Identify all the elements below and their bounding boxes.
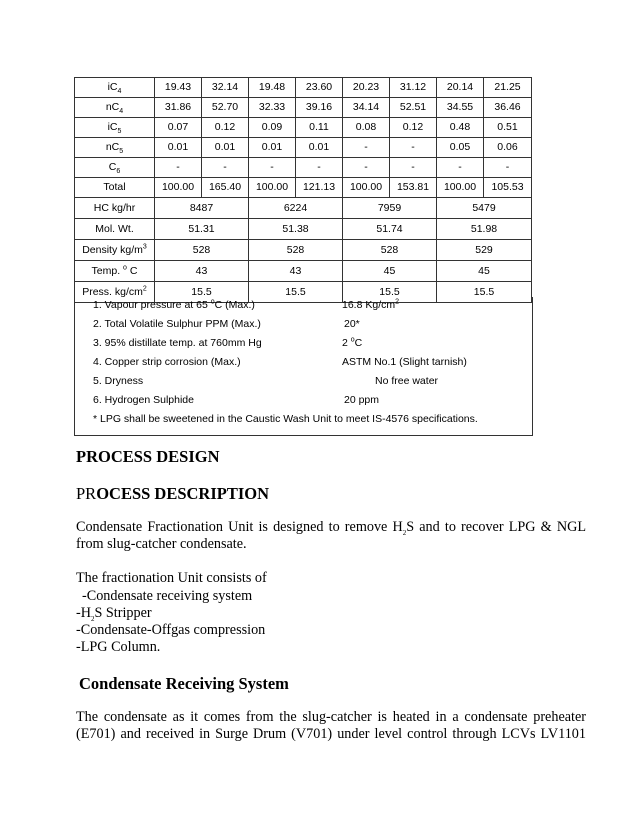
row-label — [75, 138, 155, 158]
row-label — [75, 78, 155, 98]
row-label-text: iC — [107, 81, 118, 93]
row-label — [75, 118, 155, 138]
table-cell: 0.01 — [296, 138, 343, 158]
table-cell: 0.07 — [155, 118, 202, 138]
row-label — [75, 240, 155, 261]
table-row — [75, 198, 532, 219]
spec-value — [344, 318, 360, 330]
row-label-subscript: 6 — [116, 168, 121, 176]
row-label-text: Density kg/m — [82, 244, 143, 256]
table-cell: 31.86 — [155, 98, 202, 118]
spec-value — [342, 356, 467, 368]
table-cell: - — [249, 158, 296, 178]
list-item-subscript: 2 — [90, 614, 95, 623]
table-cell: 0.05 — [437, 138, 484, 158]
table-cell: 19.43 — [155, 78, 202, 98]
intro-line-2: from slug-catcher condensate. — [76, 536, 247, 552]
table-row — [75, 261, 532, 282]
spec-value-text: ASTM No.1 (Slight tarnish) — [342, 356, 467, 368]
spec-label — [93, 375, 143, 387]
table-cell: 529 — [437, 240, 532, 261]
table-row — [75, 118, 532, 138]
heading-process-description-start: PR — [76, 484, 97, 503]
table-cell: 51.38 — [249, 219, 343, 240]
row-label-tail: C — [126, 265, 138, 277]
spec-value — [342, 337, 362, 349]
table-cell: 0.08 — [343, 118, 390, 138]
table-row — [75, 219, 532, 240]
table-cell: 45 — [437, 261, 532, 282]
row-label-text: nC — [105, 141, 120, 153]
row-label — [75, 98, 155, 118]
table-cell: - — [390, 158, 437, 178]
spec-value-superscript: o — [350, 336, 355, 344]
table-cell: - — [155, 158, 202, 178]
row-label-text: HC kg/hr — [93, 202, 136, 214]
row-label-superscript: o — [123, 264, 127, 272]
row-label-superscript: 3 — [142, 243, 147, 251]
table-cell: 528 — [249, 240, 343, 261]
table-cell: 0.48 — [437, 118, 484, 138]
spec-value-text: 2 — [342, 337, 351, 349]
table-cell: 51.98 — [437, 219, 532, 240]
table-cell: 45 — [343, 261, 437, 282]
spec-value-text: 16.8 Kg/cm — [342, 299, 396, 311]
spec-footnote: * LPG shall be sweetened in the Caustic Wash Unit to meet IS-4576 specifications. — [93, 413, 478, 425]
list-item — [76, 639, 160, 656]
table-cell: 19.48 — [249, 78, 296, 98]
table-cell: - — [343, 138, 390, 158]
composition-table — [74, 77, 532, 303]
table-cell: 0.11 — [296, 118, 343, 138]
spec-value-text: 20* — [344, 318, 360, 330]
table-cell: 100.00 — [155, 178, 202, 198]
table-cell: 15.5 — [437, 282, 532, 303]
row-label — [75, 198, 155, 219]
table-cell: 100.00 — [343, 178, 390, 198]
table-cell: 34.55 — [437, 98, 484, 118]
row-label-subscript: 4 — [117, 88, 122, 96]
table-cell: 31.12 — [390, 78, 437, 98]
row-label — [75, 219, 155, 240]
intro-text-b: S and to recover LPG & NGL — [406, 519, 586, 535]
spec-value-text: No free water — [375, 375, 439, 387]
spec-label — [93, 394, 194, 406]
table-cell: 51.74 — [343, 219, 437, 240]
table-cell: 100.00 — [437, 178, 484, 198]
spec-label-text: 4. Copper strip corrosion (Max.) — [93, 356, 241, 368]
table-cell: 0.09 — [249, 118, 296, 138]
spec-label — [93, 318, 261, 330]
para-line-2: (E701) and received in Surge Drum (V701) under level control through LCVs LV1101 — [76, 726, 586, 742]
table-row — [75, 98, 532, 118]
table-cell: - — [390, 138, 437, 158]
table-cell: 15.5 — [343, 282, 437, 303]
row-label-text: Temp. — [91, 265, 124, 277]
table-cell: 32.14 — [202, 78, 249, 98]
row-label-text: nC — [105, 101, 120, 113]
table-cell: - — [484, 158, 532, 178]
heading-process-description-rest: OCESS DESCRIPTION — [96, 484, 270, 503]
spec-value — [375, 375, 438, 387]
heading-process-design: PROCESS DESIGN — [76, 447, 220, 466]
list-item — [76, 622, 265, 639]
row-label-text: Mol. Wt. — [95, 223, 134, 235]
spec-label — [93, 356, 241, 368]
table-cell: 20.14 — [437, 78, 484, 98]
spec-label-tail: C (Max.) — [214, 299, 255, 311]
list-item-text: -Condensate receiving system — [82, 588, 253, 604]
table-cell: 21.25 — [484, 78, 532, 98]
spec-label-text: 1. Vapour pressure at 65 — [93, 299, 211, 311]
table-cell: 51.31 — [155, 219, 249, 240]
table-row — [75, 178, 532, 198]
table-cell: 23.60 — [296, 78, 343, 98]
table-row — [75, 138, 532, 158]
table-cell: 43 — [155, 261, 249, 282]
heading-process-description — [76, 484, 269, 504]
table-cell: 39.16 — [296, 98, 343, 118]
spec-label-superscript: o — [210, 298, 215, 306]
spec-value-superscript: 2 — [395, 298, 400, 306]
table-cell: 0.01 — [249, 138, 296, 158]
spec-label-text: 2. Total Volatile Sulphur PPM (Max.) — [93, 318, 261, 330]
table-cell: - — [202, 158, 249, 178]
table-cell: 528 — [155, 240, 249, 261]
row-label-text: Press. kg/cm — [82, 286, 143, 298]
list-item-text-rest: S Stripper — [94, 605, 152, 621]
table-cell: 32.33 — [249, 98, 296, 118]
table-cell: - — [343, 158, 390, 178]
spec-value-text: 20 ppm — [344, 394, 380, 406]
table-cell: 0.51 — [484, 118, 532, 138]
row-label-subscript: 5 — [117, 128, 122, 136]
spec-label-text: 5. Dryness — [93, 375, 144, 387]
table-cell: 15.5 — [249, 282, 343, 303]
table-cell: 8487 — [155, 198, 249, 219]
spec-label — [93, 337, 262, 349]
table-cell: 7959 — [343, 198, 437, 219]
table-cell: 153.81 — [390, 178, 437, 198]
para-line-1: The condensate as it comes from the slug-catcher is heated in a condensate preheater — [76, 709, 586, 725]
spec-label-text: 3. 95% distillate temp. at 760mm Hg — [93, 337, 262, 349]
table-row — [75, 158, 532, 178]
table-cell: 34.14 — [343, 98, 390, 118]
table-cell: 121.13 — [296, 178, 343, 198]
row-label-subscript: 5 — [119, 148, 124, 156]
table-cell: 5479 — [437, 198, 532, 219]
row-label-text: Total — [103, 181, 126, 193]
table-cell: 0.12 — [390, 118, 437, 138]
table-cell: 165.40 — [202, 178, 249, 198]
table-cell: 15.5 — [155, 282, 249, 303]
list-item — [76, 605, 152, 622]
row-label-text: iC — [107, 121, 118, 133]
table-cell: - — [296, 158, 343, 178]
intro-text-a: Condensate Fractionation Unit is designed to remove H — [76, 519, 403, 535]
spec-label-text: 6. Hydrogen Sulphide — [93, 394, 194, 406]
table-cell: 0.12 — [202, 118, 249, 138]
table-cell: - — [437, 158, 484, 178]
list-item-text: -LPG Column. — [76, 639, 161, 655]
table-cell: 52.51 — [390, 98, 437, 118]
table-row — [75, 78, 532, 98]
row-label-subscript: 4 — [119, 108, 124, 116]
table-row — [75, 240, 532, 261]
table-cell: 528 — [343, 240, 437, 261]
table-cell: 100.00 — [249, 178, 296, 198]
spec-label — [93, 299, 255, 311]
table-cell: 105.53 — [484, 178, 532, 198]
table-cell: 0.01 — [202, 138, 249, 158]
table-cell: 0.01 — [155, 138, 202, 158]
table-cell: 20.23 — [343, 78, 390, 98]
row-label-superscript: 2 — [142, 285, 147, 293]
list-item-text: -H — [76, 605, 91, 621]
row-label — [75, 261, 155, 282]
row-label — [75, 158, 155, 178]
lpg-specifications — [74, 297, 533, 436]
heading-condensate-receiving: Condensate Receiving System — [79, 674, 289, 693]
table-cell: 6224 — [249, 198, 343, 219]
spec-value — [344, 394, 379, 406]
spec-value — [342, 299, 399, 311]
list-item — [82, 588, 252, 605]
table-cell: 0.06 — [484, 138, 532, 158]
intro-line-1 — [76, 519, 586, 536]
table-cell: 43 — [249, 261, 343, 282]
intro-subscript: 2 — [402, 528, 407, 537]
spec-value-tail: C — [354, 337, 363, 349]
table-cell: 52.70 — [202, 98, 249, 118]
row-label-text: C — [108, 161, 117, 173]
list-item-text: -Condensate-Offgas compression — [76, 622, 266, 638]
table-cell: 36.46 — [484, 98, 532, 118]
row-label — [75, 178, 155, 198]
consists-of: The fractionation Unit consists of — [76, 570, 267, 586]
